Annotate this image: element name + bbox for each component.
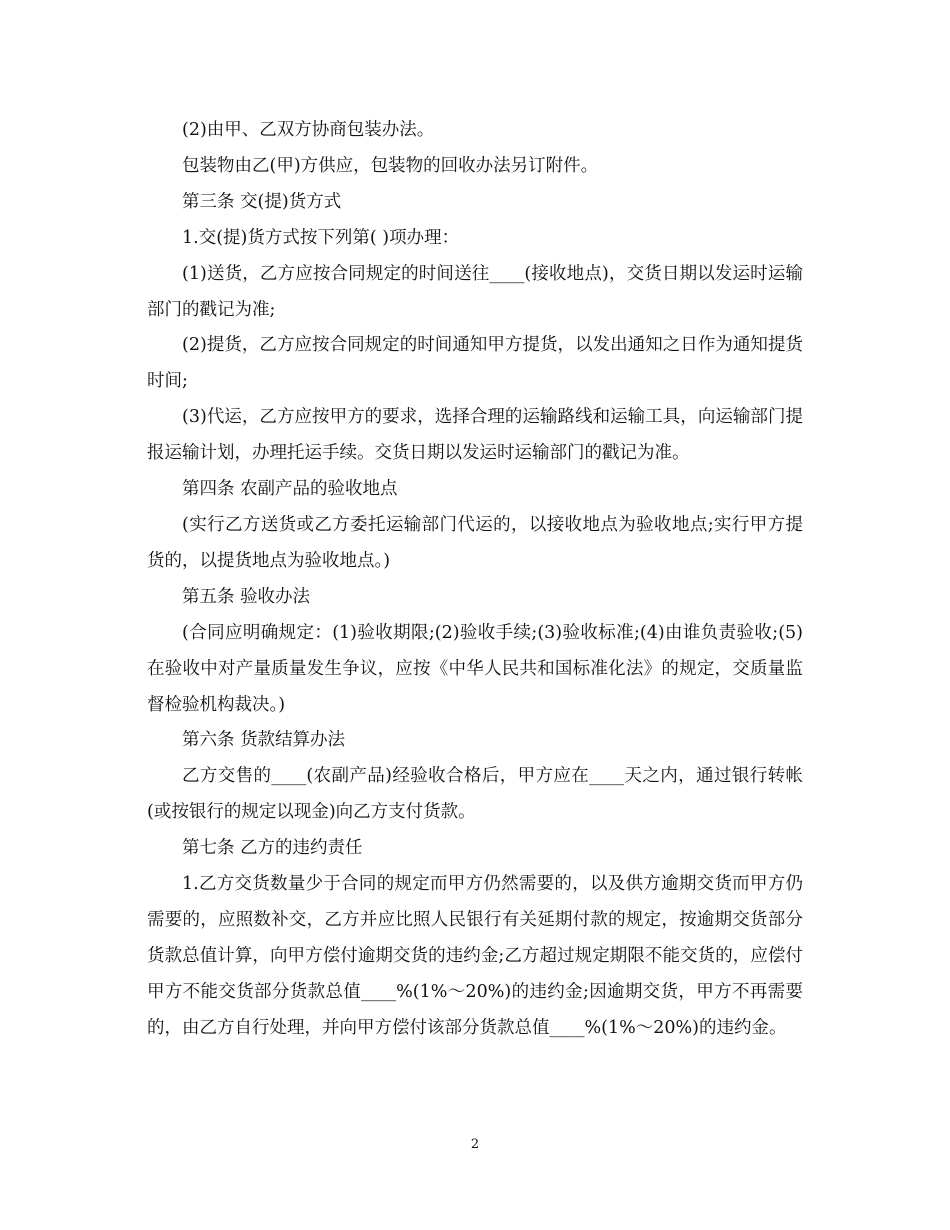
paragraph-delivery-agency: (3)代运，乙方应按甲方的要求，选择合理的运输路线和运输工具，向运输部门提报运输计划，办理托运手续。交货日期以发运时运输部门的戳记为准。 <box>147 407 803 464</box>
paragraph-inspection-method: (合同应明确规定：(1)验收期限;(2)验收手续;(3)验收标准;(4)由谁负责验收;(5)在验收中对产量质量发生争议，应按《中华人民共和国标准化法》的规定，交质量监督检验机构裁决。) <box>147 622 803 715</box>
document-body <box>147 113 803 1047</box>
article-5-heading: 第五条 验收办法 <box>182 586 311 607</box>
paragraph-packaging-method: (2)由甲、乙双方协商包装办法。 <box>182 120 435 140</box>
paragraph-packaging-supply: 包装物由乙(甲)方供应，包装物的回收办法另订附件。 <box>182 155 599 176</box>
paragraph-inspection-location: (实行乙方送货或乙方委托运输部门代运的，以接收地点为验收地点;实行甲方提货的，以提货地点为验收地点。) <box>147 514 803 571</box>
article-4-heading: 第四条 农副产品的验收地点 <box>182 479 398 500</box>
paragraph-payment-settlement: 乙方交售的____(农副产品)经验收合格后，甲方应在____天之内，通过银行转帐(或按银行的规定以现金)向乙方支付货款。 <box>147 766 803 823</box>
paragraph-delivery-pickup: (2)提货，乙方应按合同规定的时间通知甲方提货，以发出通知之日作为通知提货时间; <box>147 335 803 392</box>
paragraph-delivery-send: (1)送货，乙方应按合同规定的时间送往____(接收地点)，交货日期以发运时运输部门的戳记为准; <box>147 263 803 320</box>
article-7-heading: 第七条 乙方的违约责任 <box>182 838 363 859</box>
article-3-heading: 第三条 交(提)货方式 <box>182 191 342 212</box>
page-number: 2 <box>470 1137 480 1152</box>
paragraph-delivery-options: 1.交(提)货方式按下列第( )项办理： <box>182 227 460 248</box>
article-6-heading: 第六条 货款结算办法 <box>182 730 346 751</box>
paragraph-breach-liability: 1.乙方交货数量少于合同的规定而甲方仍然需要的，以及供方逾期交货而甲方仍需要的，应照数补交，乙方并应比照人民银行有关延期付款的规定，按逾期交货部分货款总值计算，向甲方偿付逾期交货的违约金;乙方超过规定期限不能交货的，应偿付甲方不能交货部分货款总值____%(1%～20%)的违约金;因逾期交货，甲方不再需要的，由乙方自行处理，并向甲方偿付该部分货款总值____%(1%～20%)的违约金。 <box>147 874 803 1038</box>
